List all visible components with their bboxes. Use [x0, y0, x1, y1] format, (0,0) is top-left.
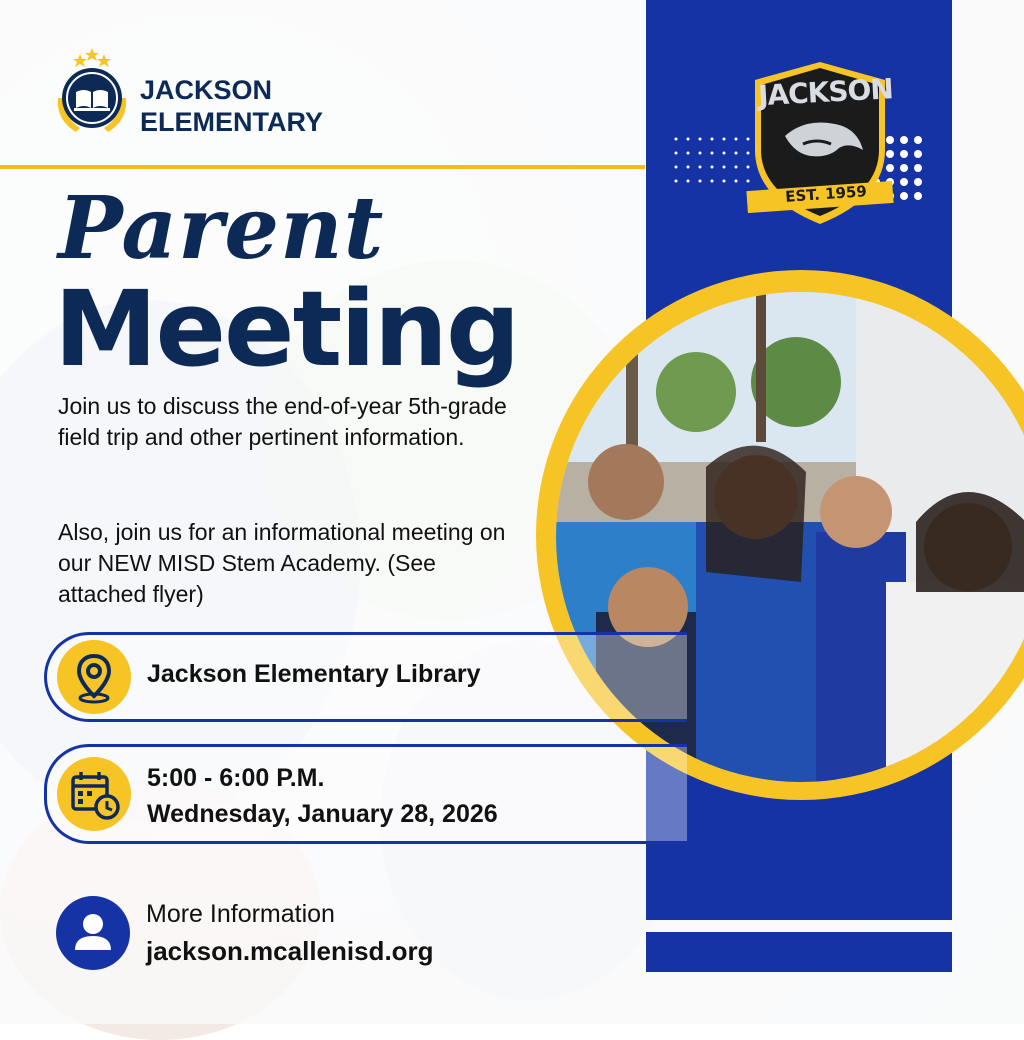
- more-info-label: More Information: [146, 900, 335, 928]
- map-pin-icon: [57, 640, 131, 714]
- location-pill: [44, 632, 687, 722]
- crest-est: EST. 1959: [784, 182, 868, 206]
- school-logo-block: [52, 48, 392, 138]
- school-name-line2: ELEMENTARY: [140, 107, 324, 137]
- blue-footer-bar: [646, 932, 952, 972]
- header-divider: [0, 165, 645, 169]
- headline-script: Parent: [58, 178, 385, 279]
- person-icon: [56, 896, 130, 970]
- datetime-text: [147, 760, 498, 832]
- time-text: 5:00 - 6:00 P.M.: [147, 764, 325, 792]
- body-paragraph-2: Also, join us for an informational meeting on our NEW MISD Stem Academy. (See attached flyer): [58, 519, 506, 607]
- more-info-block: [56, 896, 556, 976]
- school-name-line1: JACKSON: [140, 75, 273, 105]
- headline-main: Meeting: [54, 268, 519, 390]
- calendar-clock-icon: [57, 757, 131, 831]
- open-book-emblem-icon: [52, 48, 132, 138]
- crest-name: JACKSON: [757, 72, 894, 113]
- school-name: [140, 74, 323, 138]
- body-paragraph-1: Join us to discuss the end-of-year 5th-grade field trip and other pertinent information.: [58, 393, 507, 450]
- website-link[interactable]: jackson.mcallenisd.org: [146, 936, 434, 966]
- location-text: Jackson Elementary Library: [147, 660, 481, 688]
- datetime-pill: [44, 744, 687, 844]
- date-text: Wednesday, January 28, 2026: [147, 800, 498, 828]
